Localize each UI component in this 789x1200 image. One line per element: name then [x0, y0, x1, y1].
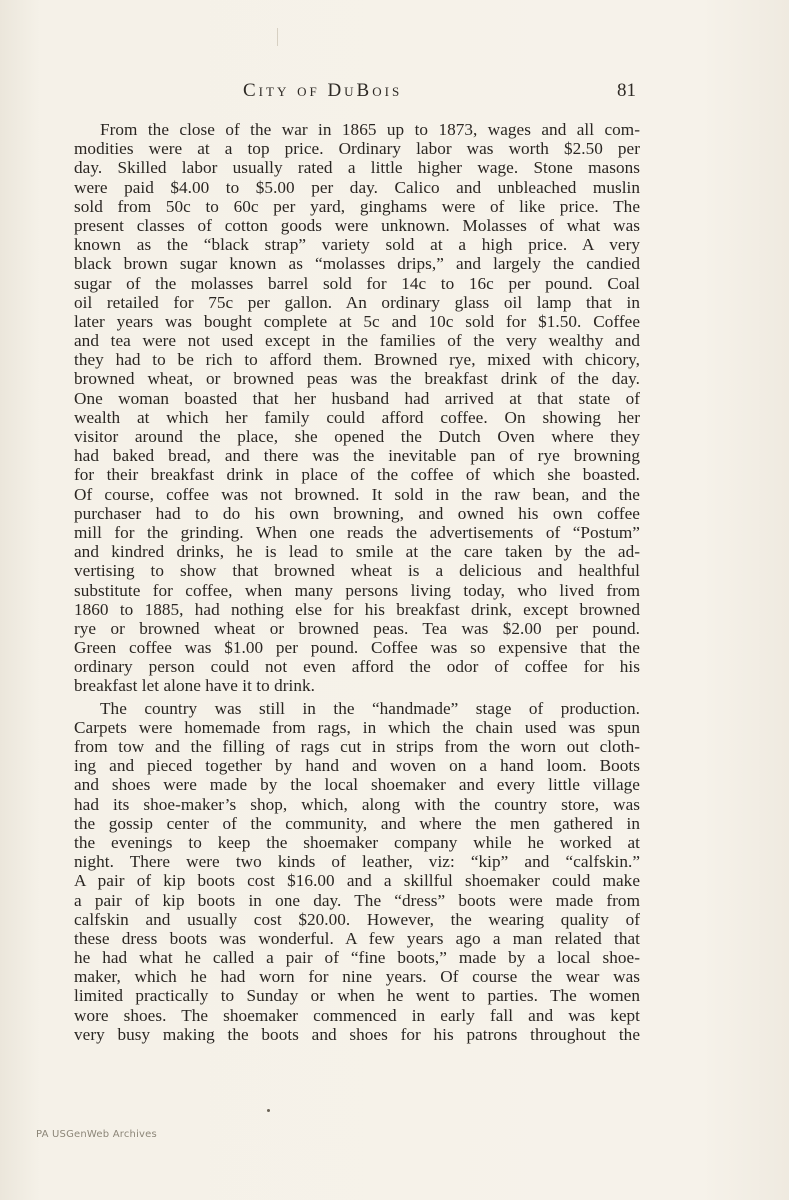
- text-line: day. Skilled labor usually rated a little higher wage. Stone masons: [74, 158, 640, 178]
- text-line: for their breakfast drink in place of the coffee of which she boasted.: [74, 465, 640, 485]
- text-line: the evenings to keep the shoemaker company while he worked at: [74, 832, 640, 852]
- page-number: 81: [617, 80, 636, 101]
- text-line: from tow and the filling of rags cut in strips from the worn out cloth-: [74, 737, 640, 756]
- text-line: wore shoes. The shoemaker commenced in early fall and was kept: [74, 1005, 640, 1025]
- text-line: these dress boots was wonderful. A few years ago a man related that: [74, 928, 640, 948]
- text-line: substitute for coffee, when many persons living today, who lived from: [74, 580, 640, 600]
- paragraph: [74, 120, 640, 696]
- text-line: had its shoe-maker’s shop, which, along with the country store, was: [74, 794, 640, 814]
- ink-speck: [267, 1109, 270, 1112]
- text-line: and tea were not used except in the families of the very wealthy and: [74, 331, 640, 351]
- text-line: 1860 to 1885, had nothing else for his breakfast drink, except browned: [74, 599, 640, 619]
- text-line: calfskin and usually cost $20.00. However, the wearing quality of: [74, 909, 640, 929]
- text-line: Carpets were homemade from rags, in which the chain used was spun: [74, 717, 640, 737]
- text-line: known as the “black strap” variety sold at a high price. A very: [74, 235, 640, 255]
- text-line: The country was still in the “handmade” stage of production.: [100, 698, 640, 718]
- text-line: black brown sugar known as “molasses drips,” and largely the candied: [74, 254, 640, 274]
- text-line: breakfast let alone have it to drink.: [74, 676, 315, 696]
- running-title: City of DuBois: [243, 80, 403, 101]
- text-line: oil retailed for 75c per gallon. An ordinary glass oil lamp that in: [74, 292, 640, 312]
- text-line: ordinary person could not even afford the odor of coffee for his: [74, 657, 640, 677]
- text-line: ing and pieced together by hand and woven on a hand loom. Boots: [74, 756, 640, 776]
- text-line: One woman boasted that her husband had arrived at that state of: [74, 388, 640, 408]
- text-line: Of course, coffee was not browned. It sold in the raw bean, and the: [74, 484, 640, 504]
- text-line: later years was bought complete at 5c and 10c sold for $1.50. Coffee: [74, 311, 640, 331]
- text-line: night. There were two kinds of leather, viz: “kip” and “calfskin.”: [74, 852, 640, 872]
- text-line: rye or browned wheat or browned peas. Tea was $2.00 per pound.: [74, 618, 640, 638]
- text-line: maker, which he had worn for nine years. Of course the wear was: [74, 967, 640, 987]
- text-line: browned wheat, or browned peas was the breakfast drink of the day.: [74, 369, 640, 389]
- text-line: and kindred drinks, he is lead to smile at the care taken by the ad-: [74, 542, 640, 562]
- body-text: [74, 120, 640, 1044]
- running-head: [0, 78, 789, 108]
- text-line: vertising to show that browned wheat is a delicious and healthful: [74, 561, 640, 581]
- text-line: limited practically to Sunday or when he went to parties. The women: [74, 986, 640, 1006]
- text-line: very busy making the boots and shoes for his patrons throughout the: [74, 1024, 640, 1044]
- text-line: wealth at which her family could afford coffee. On showing her: [74, 407, 640, 427]
- paragraph: [74, 699, 640, 1044]
- text-line: Green coffee was $1.00 per pound. Coffee was so expensive that the: [74, 638, 640, 658]
- text-line: visitor around the place, she opened the Dutch Oven where they: [74, 427, 640, 446]
- text-line: mill for the grinding. When one reads the advertisements of “Postum”: [74, 522, 640, 542]
- text-line: they had to be rich to afford them. Browned rye, mixed with chicory,: [74, 350, 640, 370]
- text-line: sold from 50c to 60c per yard, ginghams were of like price. The: [74, 196, 640, 216]
- text-line: From the close of the war in 1865 up to 1873, wages and all com-: [100, 120, 640, 139]
- text-line: had baked bread, and there was the inevitable pan of rye browning: [74, 446, 640, 466]
- text-line: sugar of the molasses barrel sold for 14c to 16c per pound. Coal: [74, 273, 640, 293]
- text-line: the gossip center of the community, and where the men gathered in: [74, 813, 640, 833]
- text-line: and shoes were made by the local shoemaker and every little village: [74, 775, 640, 795]
- text-line: A pair of kip boots cost $16.00 and a skillful shoemaker could make: [74, 871, 640, 891]
- text-line: were paid $4.00 to $5.00 per day. Calico and unbleached muslin: [74, 177, 640, 197]
- paper-mark: [277, 28, 278, 46]
- text-line: purchaser had to do his own browning, and owned his own coffee: [74, 503, 640, 523]
- text-line: a pair of kip boots in one day. The “dress” boots were made from: [74, 890, 640, 910]
- text-line: modities were at a top price. Ordinary labor was worth $2.50 per: [74, 139, 640, 159]
- text-line: present classes of cotton goods were unknown. Molasses of what was: [74, 215, 640, 235]
- archive-watermark: PA USGenWeb Archives: [36, 1129, 157, 1140]
- text-line: he had what he called a pair of “fine boots,” made by a local shoe-: [74, 948, 640, 968]
